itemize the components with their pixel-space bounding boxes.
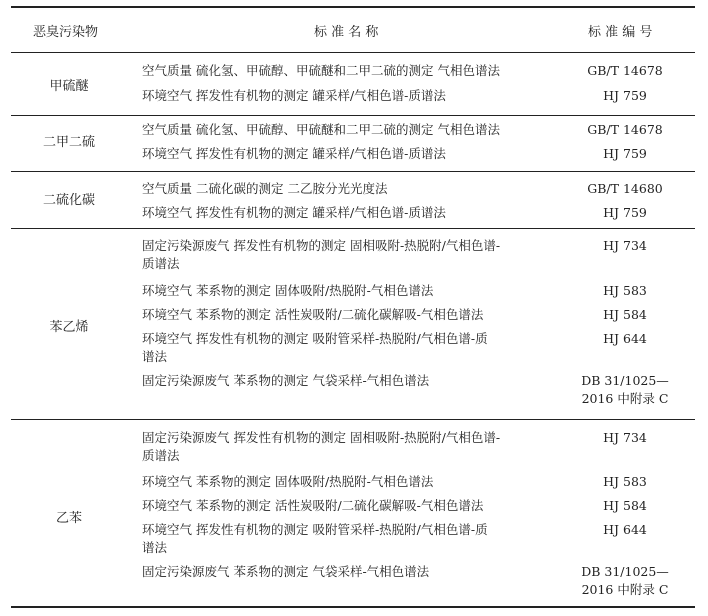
standard-name: 环境空气 挥发性有机物的测定 罐采样/气相色谱-质谱法 bbox=[142, 88, 446, 103]
standard-name: 空气质量 硫化氢、甲硫醇、甲硫醚和二甲二硫的测定 气相色谱法 bbox=[142, 63, 500, 78]
standard-name: 空气质量 二硫化碳的测定 二乙胺分光光度法 bbox=[142, 181, 388, 196]
standard-code-line: DB 31/1025— bbox=[581, 564, 669, 579]
standard-code: HJ 583 bbox=[603, 283, 647, 298]
pollutant-label: 二硫化碳 bbox=[42, 193, 95, 208]
standard-code-line: 2016 中附录 C bbox=[581, 391, 669, 406]
standard-code: HJ 584 bbox=[603, 307, 647, 322]
group-divider bbox=[11, 419, 695, 420]
header-standard-number: 标 准 编 号 bbox=[588, 25, 653, 40]
standard-code-line: 2016 中附录 C bbox=[581, 582, 669, 597]
standard-name: 固定污染源废气 苯系物的测定 气袋采样-气相色谱法 bbox=[142, 373, 430, 388]
table-bottom-rule bbox=[11, 606, 695, 608]
pollutant-label: 乙苯 bbox=[55, 511, 82, 526]
standard-code bbox=[555, 372, 695, 408]
standard-code: HJ 734 bbox=[603, 430, 647, 445]
pollutant-label: 二甲二硫 bbox=[42, 135, 95, 150]
standard-code: HJ 759 bbox=[603, 146, 647, 161]
group-divider bbox=[11, 171, 695, 172]
standard-name-line: 固定污染源废气 挥发性有机物的测定 固相吸附-热脱附/气相色谱- bbox=[142, 430, 501, 445]
standard-name bbox=[142, 429, 552, 465]
pollutant-label: 苯乙烯 bbox=[49, 320, 89, 335]
standard-name-line: 质谱法 bbox=[142, 448, 180, 463]
standard-name bbox=[142, 330, 552, 366]
group-divider bbox=[11, 228, 695, 229]
standard-code-line: DB 31/1025— bbox=[581, 373, 669, 388]
standard-code: GB/T 14678 bbox=[587, 122, 663, 137]
standard-name: 空气质量 硫化氢、甲硫醇、甲硫醚和二甲二硫的测定 气相色谱法 bbox=[142, 122, 500, 137]
standard-code: HJ 759 bbox=[603, 205, 647, 220]
standard-name-line: 固定污染源废气 挥发性有机物的测定 固相吸附-热脱附/气相色谱- bbox=[142, 238, 501, 253]
standard-name: 固定污染源废气 苯系物的测定 气袋采样-气相色谱法 bbox=[142, 564, 430, 579]
standard-name: 环境空气 苯系物的测定 固体吸附/热脱附-气相色谱法 bbox=[142, 283, 434, 298]
standard-code: HJ 734 bbox=[603, 238, 647, 253]
standard-name: 环境空气 挥发性有机物的测定 罐采样/气相色谱-质谱法 bbox=[142, 205, 446, 220]
standard-name-line: 环境空气 挥发性有机物的测定 吸附管采样-热脱附/气相色谱-质 bbox=[142, 331, 488, 346]
standard-name bbox=[142, 237, 552, 273]
standard-name: 环境空气 苯系物的测定 固体吸附/热脱附-气相色谱法 bbox=[142, 474, 434, 489]
standard-code: GB/T 14680 bbox=[587, 181, 663, 196]
standard-code: HJ 644 bbox=[603, 331, 647, 346]
standard-code: HJ 584 bbox=[603, 498, 647, 513]
standard-code: HJ 583 bbox=[603, 474, 647, 489]
table-top-rule bbox=[11, 6, 695, 8]
standard-name-line: 质谱法 bbox=[142, 256, 180, 271]
standard-name-line: 谱法 bbox=[142, 349, 168, 364]
standard-code: HJ 644 bbox=[603, 522, 647, 537]
standard-code: GB/T 14678 bbox=[587, 63, 663, 78]
standard-name-line: 谱法 bbox=[142, 540, 168, 555]
header-standard-name: 标 准 名 称 bbox=[314, 25, 379, 40]
standard-name-line: 环境空气 挥发性有机物的测定 吸附管采样-热脱附/气相色谱-质 bbox=[142, 522, 488, 537]
standard-code: HJ 759 bbox=[603, 88, 647, 103]
header-bottom-rule bbox=[11, 52, 695, 53]
standard-name: 环境空气 苯系物的测定 活性炭吸附/二硫化碳解吸-气相色谱法 bbox=[142, 307, 484, 322]
pollutant-label: 甲硫醚 bbox=[49, 79, 89, 94]
standard-code bbox=[555, 563, 695, 599]
standard-name bbox=[142, 521, 552, 557]
header-pollutant: 恶臭污染物 bbox=[33, 25, 99, 40]
group-divider bbox=[11, 115, 695, 116]
standard-name: 环境空气 苯系物的测定 活性炭吸附/二硫化碳解吸-气相色谱法 bbox=[142, 498, 484, 513]
standard-name: 环境空气 挥发性有机物的测定 罐采样/气相色谱-质谱法 bbox=[142, 146, 446, 161]
